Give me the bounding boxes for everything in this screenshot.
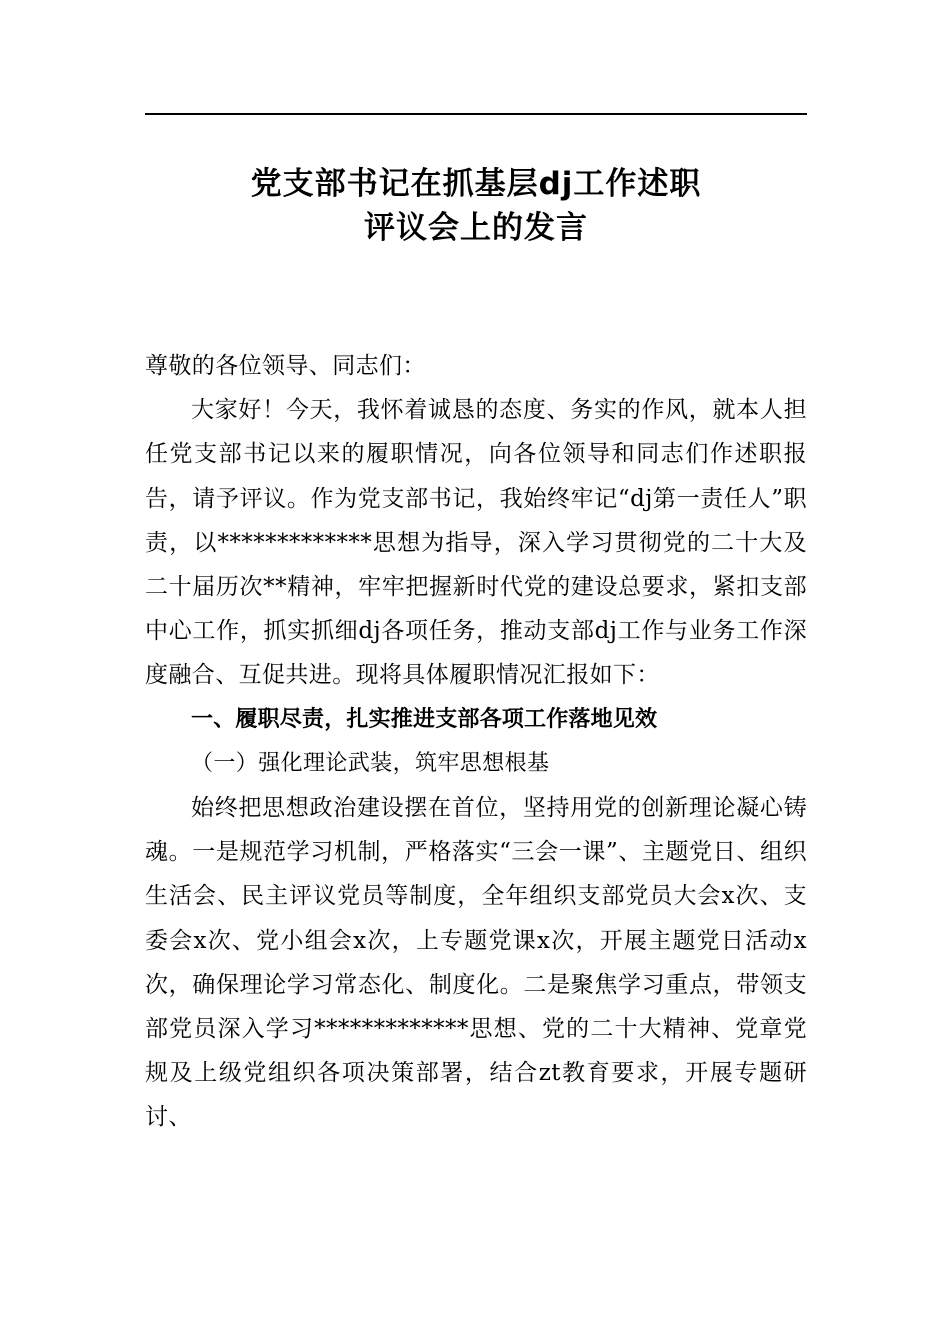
- subsection-heading-1: （一）强化理论武装，筑牢思想根基: [191, 750, 550, 776]
- subsection-1-paragraph: 始终把思想政治建设摆在首位，坚持用党的创新理论凝心铸魂。一是规范学习机制，严格落实“三会一课”、主题党日、组织生活会、民主评议党员等制度，全年组织支部党员大会x次、支委会x次、党小组会x次，上专题党课x次，开展主题党日活动x次，确保理论学习常态化、制度化。二是聚焦学习重点，带领支部党员深入学习*************思想、党的二十大精神、党章党规及上级党组织各项决策部署，结合zt教育要求，开展专题研讨、: [145, 795, 807, 1131]
- document-body: [145, 344, 807, 1140]
- section-heading-1: 一、履职尽责，扎实推进支部各项工作落地见效: [191, 706, 658, 732]
- title-line-2: 评议会上的发言: [364, 210, 588, 246]
- title-line-1: 党支部书记在抓基层dj工作述职: [250, 166, 702, 202]
- salutation: 尊敬的各位领导、同志们：: [145, 353, 426, 379]
- header-rule: [145, 113, 807, 115]
- document-title: [145, 162, 807, 250]
- intro-paragraph: 大家好！今天，我怀着诚恳的态度、务实的作风，就本人担任党支部书记以来的履职情况，向各位领导和同志们作述职报告，请予评议。作为党支部书记，我始终牢记“dj第一责任人”职责，以*************思想为指导，深入学习贯彻党的二十大及二十届历次**精神，牢牢把握新时代党的建设总要求，紧扣支部中心工作，抓实抓细dj各项任务，推动支部dj工作与业务工作深度融合、互促共进。现将具体履职情况汇报如下：: [145, 397, 807, 689]
